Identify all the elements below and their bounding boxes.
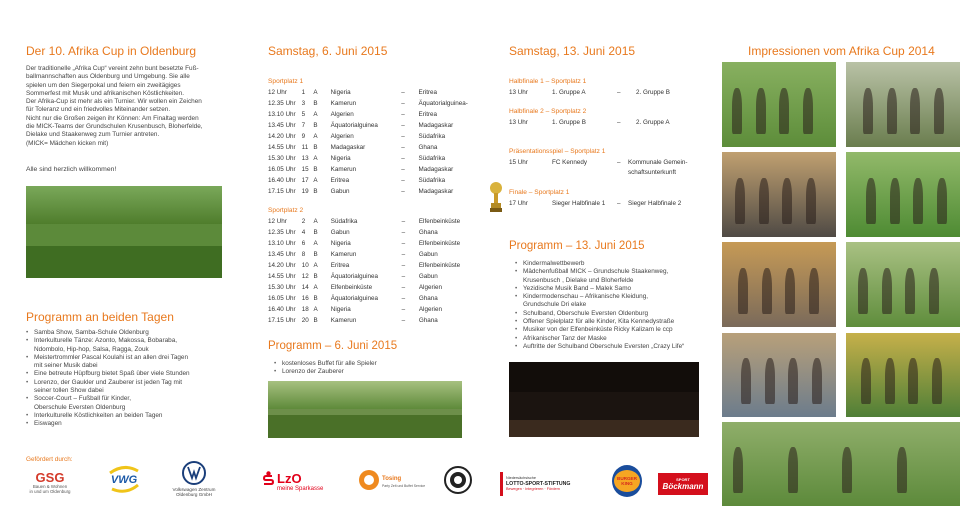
- tosing-logo: Tosing Party Zelt und Buffet Service: [358, 466, 428, 496]
- program-item: • Mädchenfußball MICK – Grundschule Staakenweg,: [515, 268, 715, 276]
- match-time: 12 Uhr: [268, 218, 287, 225]
- away-team: Ghana: [418, 317, 438, 324]
- match-dash: –: [401, 155, 405, 162]
- person-silhouette: [806, 178, 816, 225]
- match-time: 15.30 Uhr: [268, 155, 296, 162]
- match-number: 9: [301, 133, 306, 140]
- away-team: Algerien: [418, 284, 442, 291]
- match-row: [268, 109, 478, 120]
- impression-photo: [722, 422, 960, 506]
- match-number: 13: [301, 155, 309, 162]
- program-june6-title: Programm – 6. Juni 2015: [268, 340, 398, 352]
- match-group: B: [313, 229, 318, 236]
- person-silhouette: [866, 178, 876, 225]
- match-number: 11: [301, 144, 309, 151]
- person-silhouette: [937, 178, 947, 225]
- match-group: B: [313, 273, 318, 280]
- program-item: • Soccer-Court – Fußball für Kinder,: [26, 395, 231, 403]
- match-row: [268, 271, 478, 282]
- home-team: Gabun: [330, 188, 350, 195]
- away-team: Ghana: [418, 144, 438, 151]
- away-team: Elfenbeinküste: [418, 218, 461, 225]
- match-time: 13.10 Uhr: [268, 240, 296, 247]
- match-group: B: [313, 317, 318, 324]
- person-silhouette: [812, 358, 822, 404]
- vwg-logo: VWG: [104, 465, 144, 495]
- intro-line: Nicht nur die Großen zeigen ihr Können: Am Finaltag werden: [26, 114, 199, 122]
- match-dash: –: [401, 166, 405, 173]
- club-emblem-icon: [444, 466, 472, 494]
- match-group: B: [313, 188, 318, 195]
- match-number: 16: [301, 295, 309, 302]
- final-label: Finale – Sportplatz 1: [509, 189, 570, 196]
- home-team: Eritrea: [330, 262, 350, 269]
- person-silhouette: [863, 88, 873, 135]
- match-dash: –: [401, 284, 406, 291]
- match-time: 17.15 Uhr: [268, 317, 296, 324]
- away-team: Ghana: [418, 295, 438, 302]
- match-time: 16.40 Uhr: [268, 177, 296, 184]
- match-row: [268, 186, 478, 197]
- match-time: 13.45 Uhr: [268, 251, 296, 258]
- match-dash: –: [401, 218, 406, 225]
- match-number: 12: [301, 273, 309, 280]
- impression-photo: [846, 152, 960, 237]
- match-group: A: [313, 177, 318, 184]
- match-number: 4: [301, 229, 306, 236]
- home-team: Algerien: [330, 111, 354, 118]
- impression-photo: [722, 152, 836, 237]
- match-number: 5: [301, 111, 306, 118]
- match-group: A: [313, 284, 318, 291]
- match-dash: –: [401, 122, 405, 129]
- away-team: Ghana: [418, 229, 438, 236]
- pitch1-label: Sportplatz 1: [268, 78, 304, 85]
- program-item: seiner tollen Show dabei: [34, 387, 104, 395]
- away-team: Eritrea: [418, 111, 438, 118]
- person-silhouette: [913, 178, 923, 225]
- match-number: 15: [301, 166, 309, 173]
- match-dash: –: [401, 306, 406, 313]
- intro-line: Der traditionelle „Afrika Cup“ vereint zehn bunt besetzte Fuß-: [26, 65, 199, 72]
- home-team: Äquatorialguinea: [330, 295, 379, 302]
- match-time: 14.20 Uhr: [268, 262, 296, 269]
- program-june13-title: Programm – 13. Juni 2015: [509, 240, 645, 252]
- home-team: Kamerun: [330, 166, 357, 173]
- column-impressions: [722, 0, 960, 510]
- match-row: [268, 131, 478, 142]
- lzo-logo: LzO meine Sparkasse: [263, 466, 337, 496]
- program-item: Ndombolo, Hip-hop, Salsa, Ragga, Zouk: [34, 345, 149, 353]
- match-group: B: [313, 295, 318, 302]
- program-item: • Eine betreute Hüpfburg bietet Spaß über viele Stunden: [26, 370, 231, 378]
- person-silhouette: [882, 268, 892, 315]
- match-time: 12.35 Uhr: [268, 100, 296, 107]
- volkswagen-emblem-icon: [182, 461, 206, 485]
- home-team: Südafrika: [330, 218, 358, 225]
- match-group: A: [313, 262, 318, 269]
- match-dash: –: [401, 177, 405, 184]
- program-both-days-title: Programm an beiden Tagen: [26, 310, 174, 324]
- match-number: 6: [301, 240, 306, 247]
- away-team: Eritrea: [418, 89, 438, 96]
- person-silhouette: [733, 447, 743, 493]
- match-number: 20: [301, 317, 309, 324]
- program-item: • Lorenzo, der Gaukler und Zauberer ist jeden Tag mit: [26, 379, 231, 387]
- match-group: B: [313, 122, 318, 129]
- person-silhouette: [732, 88, 742, 135]
- intro-line: Sommerfest mit Musik und afrikanischen Köstlichkeiten.: [26, 89, 185, 97]
- home-team: Nigeria: [330, 155, 351, 162]
- program-item: Grundschule Dri elake: [523, 301, 587, 309]
- match-number: 17: [301, 177, 309, 184]
- match-dash: –: [401, 251, 406, 258]
- match-dash: –: [401, 144, 405, 151]
- person-silhouette: [858, 268, 868, 315]
- person-silhouette: [782, 178, 792, 225]
- person-silhouette: [861, 358, 871, 404]
- match-group: A: [313, 89, 318, 96]
- sport-boeckmann-logo: SPORT Böckmann: [658, 473, 708, 495]
- match-row: [268, 153, 478, 164]
- match-time: 13.45 Uhr: [268, 122, 296, 129]
- program-item: • Interkulturelle Tänze: Azonto, Makossa, Bobaraba,: [26, 337, 231, 345]
- match-time: 16.05 Uhr: [268, 295, 296, 302]
- home-team: Äquatorialguinea: [330, 122, 378, 129]
- tosing-at-icon: [358, 469, 380, 491]
- match-row: [268, 227, 478, 238]
- match-row: [268, 249, 478, 260]
- column-june13: Samstag, 13. Juni 2015 Halbfinale 1 – Sportplatz 1 13 Uhr 1. Gruppe A – 2. Gruppe B Halbfinale 2 – Sportplatz 2 13 Uhr 1. Gruppe B – 2. Gruppe A Präsentationsspiel – Sportplatz 1 15 Uhr FC Kennedy – Kommunale Gemein- schaftsunterkunft Finale – Sportplatz 1 17 Uhr Sieger Halbfinale 1 – Sieger Halbfinale 2 Programm – 13. Juni 2015 • Kindermalwettbewerb • Mädchenfußball MICK – Grundschule Staakenweg, Krusenbusch , Dielake und Bloherfelde • Yezidische Musik Band – Malek Samo • Kindermodenschau – Afrikanische Kleidung, Grundschule Dri elake • Schulband, Oberschule Eversten Oldenburg • Offener Spielplatz für alle Kinder, Kita Kennedystraße • Musiker von der Elfenbeinküste Ricky Kalizam le ccp • Afrikanischer Tanz der Maske • Auftritte der Schulband Oberschule Eversten „Crazy Life“: [509, 0, 709, 510]
- impression-photo: [846, 333, 960, 417]
- intro-text: [26, 65, 226, 148]
- intro-line: Der Afrika-Cup ist mehr als ein Turnier. Wir wollen ein Zeichen: [26, 98, 202, 106]
- intro-line: (MICK= Mädchen kicken mit): [26, 139, 109, 147]
- match-row: [268, 238, 478, 249]
- impressions-title: Impressionen vom Afrika Cup 2014: [748, 44, 935, 58]
- program-item: • Samba Show, Samba-Schule Oldenburg: [26, 329, 231, 337]
- person-silhouette: [759, 178, 769, 225]
- pitch2-label: Sportplatz 2: [268, 207, 304, 214]
- match-time: 16.40 Uhr: [268, 306, 296, 313]
- match-group: B: [313, 100, 318, 107]
- person-silhouette: [735, 178, 745, 225]
- program-item: mit seiner Musik dabei: [34, 362, 98, 370]
- magician-photo: [268, 381, 462, 438]
- person-silhouette: [842, 447, 852, 493]
- match-row: [268, 142, 478, 153]
- match-time: 17.15 Uhr: [268, 188, 296, 195]
- match-number: 3: [301, 100, 306, 107]
- program-item: • Musiker von der Elfenbeinküste Ricky Kalizam le ccp: [515, 326, 715, 334]
- home-team: Nigeria: [330, 306, 351, 313]
- match-dash: –: [401, 295, 406, 302]
- person-silhouette: [803, 88, 813, 135]
- intro-title: Der 10. Afrika Cup in Oldenburg: [26, 44, 197, 58]
- program-item: • Kindermodenschau – Afrikanische Kleidung,: [515, 293, 715, 301]
- impression-photo: [722, 62, 836, 147]
- program-item: • Interkulturelle Köstlichkeiten an beiden Tagen: [26, 412, 231, 420]
- program-item: Krusenbusch , Dielake und Bloherfelde: [523, 276, 634, 284]
- match-time: 12 Uhr: [268, 89, 287, 96]
- match-group: B: [313, 166, 318, 173]
- program-june13-list: [515, 260, 715, 351]
- sparkasse-s-icon: [263, 471, 274, 485]
- match-group: A: [313, 306, 318, 313]
- impression-photo: [722, 333, 836, 417]
- sponsors-label: Gefördert durch:: [26, 456, 73, 463]
- person-silhouette: [741, 358, 751, 404]
- impression-photo: [722, 242, 836, 327]
- match-dash: –: [401, 111, 405, 118]
- program-item: • Kindermalwettbewerb: [515, 260, 715, 268]
- match-row: [268, 216, 478, 227]
- match-dash: –: [401, 133, 405, 140]
- lotto-stiftung-logo: Niedersächsische LOTTO-SPORT-STIFTUNG Bewegen · Integrieren · Fördern: [500, 472, 592, 496]
- match-time: 12.35 Uhr: [268, 229, 296, 236]
- person-silhouette: [885, 358, 895, 404]
- match-number: 18: [301, 306, 309, 313]
- match-dash: –: [401, 262, 406, 269]
- person-silhouette: [897, 447, 907, 493]
- match-group: A: [313, 111, 318, 118]
- person-silhouette: [929, 268, 939, 315]
- match-number: 19: [301, 188, 309, 195]
- person-silhouette: [910, 88, 920, 135]
- match-row: [268, 304, 478, 315]
- match-time: 14.55 Uhr: [268, 144, 296, 151]
- match-dash: –: [401, 100, 405, 107]
- person-silhouette: [890, 178, 900, 225]
- match-row: [268, 260, 478, 271]
- away-team: Gabun: [418, 273, 438, 280]
- program-item: • Lorenzo der Zauberer: [274, 368, 474, 376]
- away-team: Südafrika: [418, 155, 446, 162]
- match-row: [268, 282, 478, 293]
- pitch1-schedule: [268, 87, 478, 197]
- program-item: • Auftritte der Schulband Oberschule Eversten „Crazy Life“: [515, 343, 715, 351]
- person-silhouette: [809, 268, 819, 315]
- trophy-icon: [488, 182, 504, 214]
- match-number: 14: [301, 284, 309, 291]
- program-item: Oberschule Eversten Oldenburg: [34, 403, 126, 411]
- semi1-label: Halbfinale 1 – Sportplatz 1: [509, 78, 587, 85]
- program-item: • Yezidische Musik Band – Malek Samo: [515, 285, 715, 293]
- program-item: • kostenloses Buffet für alle Spieler: [274, 360, 474, 368]
- away-team: Südafrika: [418, 133, 446, 140]
- match-dash: –: [401, 89, 405, 96]
- away-team: Madagaskar: [418, 122, 454, 129]
- impression-photo: [846, 62, 960, 147]
- match-number: 1: [301, 89, 306, 96]
- home-team: Algerien: [330, 133, 354, 140]
- program-item: • Schulband, Oberschule Eversten Oldenburg: [515, 310, 715, 318]
- match-number: 2: [301, 218, 306, 225]
- program-item: • Meistertrommler Pascal Koulahi ist an allen drei Tagen: [26, 354, 231, 362]
- june6-title: Samstag, 6. Juni 2015: [268, 44, 388, 58]
- match-number: 8: [301, 251, 306, 258]
- match-row: [268, 98, 478, 109]
- away-team: Elfenbeinküste: [418, 240, 461, 247]
- match-time: 14.20 Uhr: [268, 133, 296, 140]
- person-silhouette: [765, 358, 775, 404]
- june13-title: Samstag, 13. Juni 2015: [509, 44, 636, 58]
- match-dash: –: [401, 273, 406, 280]
- intro-line: die MICK-Teams der Grundschulen Krusenbusch, Bloherfelde,: [26, 123, 203, 131]
- person-silhouette: [762, 268, 772, 315]
- gsg-logo: GSG Bauen & Wohnen in und um Oldenburg: [29, 469, 71, 494]
- away-team: Südafrika: [418, 177, 446, 184]
- away-team: Madagaskar: [418, 166, 454, 173]
- match-time: 16.05 Uhr: [268, 166, 296, 173]
- intro-line: für Toleranz und ein friedvolles Miteinander setzen.: [26, 106, 171, 114]
- pitch2-schedule: [268, 216, 478, 326]
- away-team: Gabun: [418, 251, 438, 258]
- match-group: A: [313, 240, 318, 247]
- match-dash: –: [401, 229, 406, 236]
- person-silhouette: [788, 358, 798, 404]
- match-dash: –: [401, 317, 406, 324]
- match-group: A: [313, 155, 318, 162]
- match-row: [268, 164, 478, 175]
- home-team: Eritrea: [330, 177, 350, 184]
- match-time: 14.55 Uhr: [268, 273, 296, 280]
- intro-line: ballmannschaften aus Oldenburg und Umgebung. Sie alle: [26, 73, 190, 81]
- program-item: • Afrikanischer Tanz der Maske: [515, 335, 715, 343]
- person-silhouette: [756, 88, 766, 135]
- semi2-label: Halbfinale 2 – Sportplatz 2: [509, 108, 587, 115]
- away-team: Madagaskar: [418, 188, 454, 195]
- show-match-label: Präsentationsspiel – Sportplatz 1: [509, 148, 606, 155]
- match-row: [268, 315, 478, 326]
- home-team: Äquatorialguinea: [330, 273, 379, 280]
- away-team: Algerien: [418, 306, 442, 313]
- match-group: A: [313, 218, 318, 225]
- away-team: Äquatorialguinea-: [418, 100, 468, 107]
- match-group: A: [313, 133, 318, 140]
- home-team: Kamerun: [330, 317, 357, 324]
- team-photo: [26, 186, 222, 278]
- home-team: Kamerun: [330, 100, 357, 107]
- person-silhouette: [788, 447, 798, 493]
- intro-line: spielen um den Siegerpokal und feiern ein zweitägiges: [26, 81, 181, 89]
- person-silhouette: [779, 88, 789, 135]
- match-group: B: [313, 251, 318, 258]
- program-june6-list: [274, 360, 474, 377]
- match-time: 13.10 Uhr: [268, 111, 296, 118]
- person-silhouette: [887, 88, 897, 135]
- home-team: Kamerun: [330, 251, 357, 258]
- intro-line: Dielake und Staakenweg zum Turnier antreten.: [26, 131, 160, 139]
- burger-king-logo: BURGER KING: [612, 465, 642, 497]
- column-intro: [26, 0, 226, 510]
- home-team: Gabun: [330, 229, 350, 236]
- match-time: 15.30 Uhr: [268, 284, 296, 291]
- band-photo: [509, 362, 699, 437]
- person-silhouette: [908, 358, 918, 404]
- home-team: Elfenbeinküste: [330, 284, 373, 291]
- person-silhouette: [738, 268, 748, 315]
- match-row: [268, 175, 478, 186]
- away-team: Elfenbeinküste: [418, 262, 461, 269]
- match-group: B: [313, 144, 318, 151]
- impression-photo: [846, 242, 960, 327]
- person-silhouette: [905, 268, 915, 315]
- match-dash: –: [401, 188, 405, 195]
- match-number: 10: [301, 262, 309, 269]
- match-dash: –: [401, 240, 406, 247]
- home-team: Madagaskar: [330, 144, 366, 151]
- match-row: [268, 87, 478, 98]
- match-number: 7: [301, 122, 306, 129]
- program-both-days-list: [26, 329, 231, 429]
- column-june6: [268, 0, 478, 510]
- vw-logo: Volkswagen Zentrum Oldenburg GmbH: [168, 458, 220, 500]
- person-silhouette: [785, 268, 795, 315]
- person-silhouette: [934, 88, 944, 135]
- program-item: • Eiswagen: [26, 420, 231, 428]
- home-team: Nigeria: [330, 240, 351, 247]
- welcome-text: Alle sind herzlich willkommen!: [26, 166, 117, 173]
- match-row: [268, 293, 478, 304]
- person-silhouette: [932, 358, 942, 404]
- home-team: Nigeria: [330, 89, 351, 96]
- program-item: • Offener Spielplatz für alle Kinder, Kita Kennedystraße: [515, 318, 715, 326]
- match-row: [268, 120, 478, 131]
